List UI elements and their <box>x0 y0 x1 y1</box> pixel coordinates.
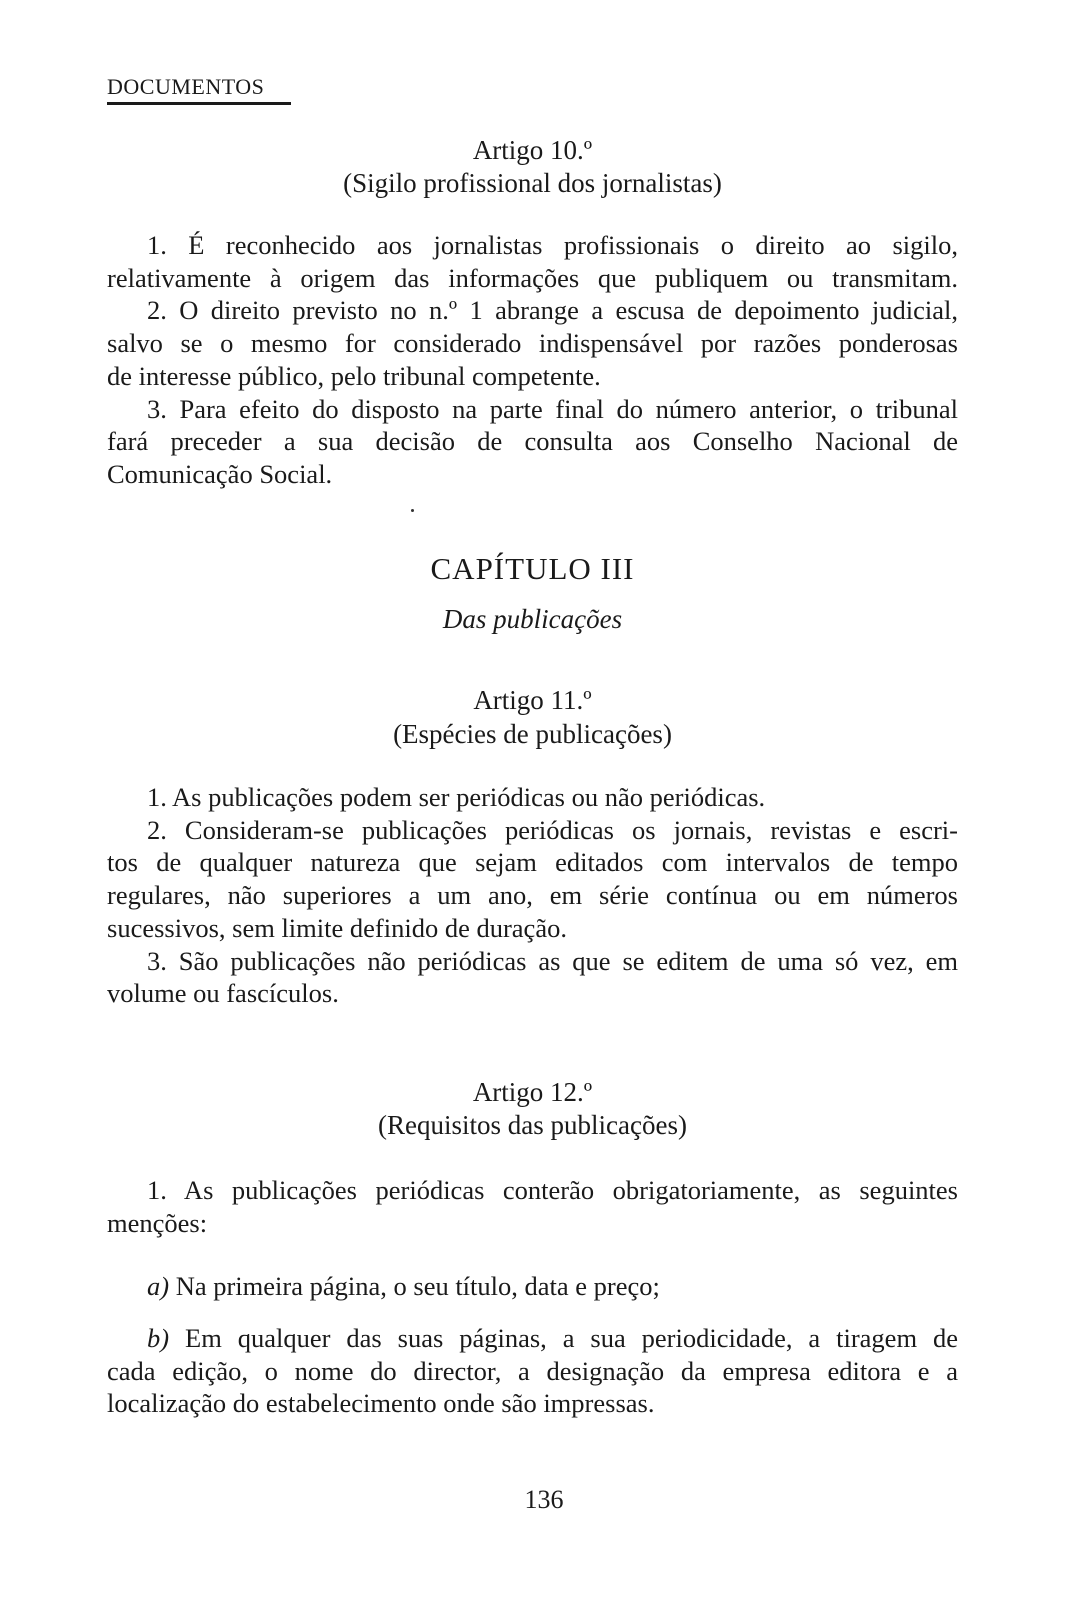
chapter-title: CAPÍTULO III <box>430 551 635 586</box>
article-12-item-a <box>107 1270 958 1303</box>
article-10-subtitle: (Sigilo profissional dos jornalistas) <box>343 168 722 198</box>
text-line: 3. São publicações não periódicas as que se editem de uma só vez, em <box>147 945 958 976</box>
text-line: Na primeira página, o seu título, data e preço; <box>175 1271 660 1301</box>
text-line: tos de qualquer natureza que sejam editados com intervalos de tempo <box>107 847 958 878</box>
text-line: 1. As publicações podem ser periódicas ou não periódicas. <box>147 782 766 812</box>
text-line: relativamente à origem das informações que publiquem ou transmitam. <box>107 262 958 293</box>
text-line: 1. As publicações periódicas conterão obrigatoriamente, as seguintes <box>147 1175 958 1205</box>
running-header: DOCUMENTOS <box>107 74 265 99</box>
text-line: localização do estabelecimento onde são impressas. <box>107 1388 655 1419</box>
article-12-item-b <box>107 1322 958 1420</box>
article-10-title: Artigo 10.º <box>472 135 593 165</box>
article-11-title: Artigo 11.º <box>473 685 592 715</box>
text-line: 2. Consideram-se publicações periódicas os jornais, revistas e escri- <box>147 814 958 845</box>
text-line: menções: <box>107 1207 208 1238</box>
header-rule <box>107 102 291 105</box>
chapter-subtitle: Das publicações <box>442 604 623 634</box>
article-11-body <box>107 781 958 1010</box>
speck <box>411 509 414 512</box>
article-12-title: Artigo 12.º <box>472 1077 593 1107</box>
text-line: Comunicação Social. <box>107 458 333 489</box>
text-line: fará preceder a sua decisão de consulta aos Conselho Nacional de <box>107 426 958 457</box>
article-10-body <box>107 229 958 491</box>
text-line: 2. O direito previsto no n.º 1 abrange a escusa de depoimento judicial, <box>147 295 958 326</box>
item-label: b) <box>147 1323 170 1353</box>
text-line: de interesse público, pelo tribunal competente. <box>107 360 601 391</box>
text-line: regulares, não superiores a um ano, em série contínua ou em números <box>107 880 958 911</box>
article-12-para-1 <box>107 1174 958 1239</box>
article-11-subtitle: (Espécies de publicações) <box>393 719 672 749</box>
text-line: volume ou fascículos. <box>107 978 339 1009</box>
text-line: salvo se o mesmo for considerado indispensável por razões ponderosas <box>107 328 958 359</box>
text-line: 3. Para efeito do disposto na parte final do número anterior, o tribunal <box>147 393 958 424</box>
text-line: sucessivos, sem limite definido de duração. <box>107 912 567 943</box>
text-line: cada edição, o nome do director, a designação da empresa editora e a <box>107 1355 958 1386</box>
page-number: 136 <box>524 1485 564 1514</box>
item-label: a) <box>147 1271 170 1301</box>
text-line: Em qualquer das suas páginas, a sua periodicidade, a tiragem de <box>185 1323 958 1353</box>
text-line: 1. É reconhecido aos jornalistas profissionais o direito ao sigilo, <box>147 230 958 260</box>
article-12-subtitle: (Requisitos das publicações) <box>378 1110 687 1140</box>
